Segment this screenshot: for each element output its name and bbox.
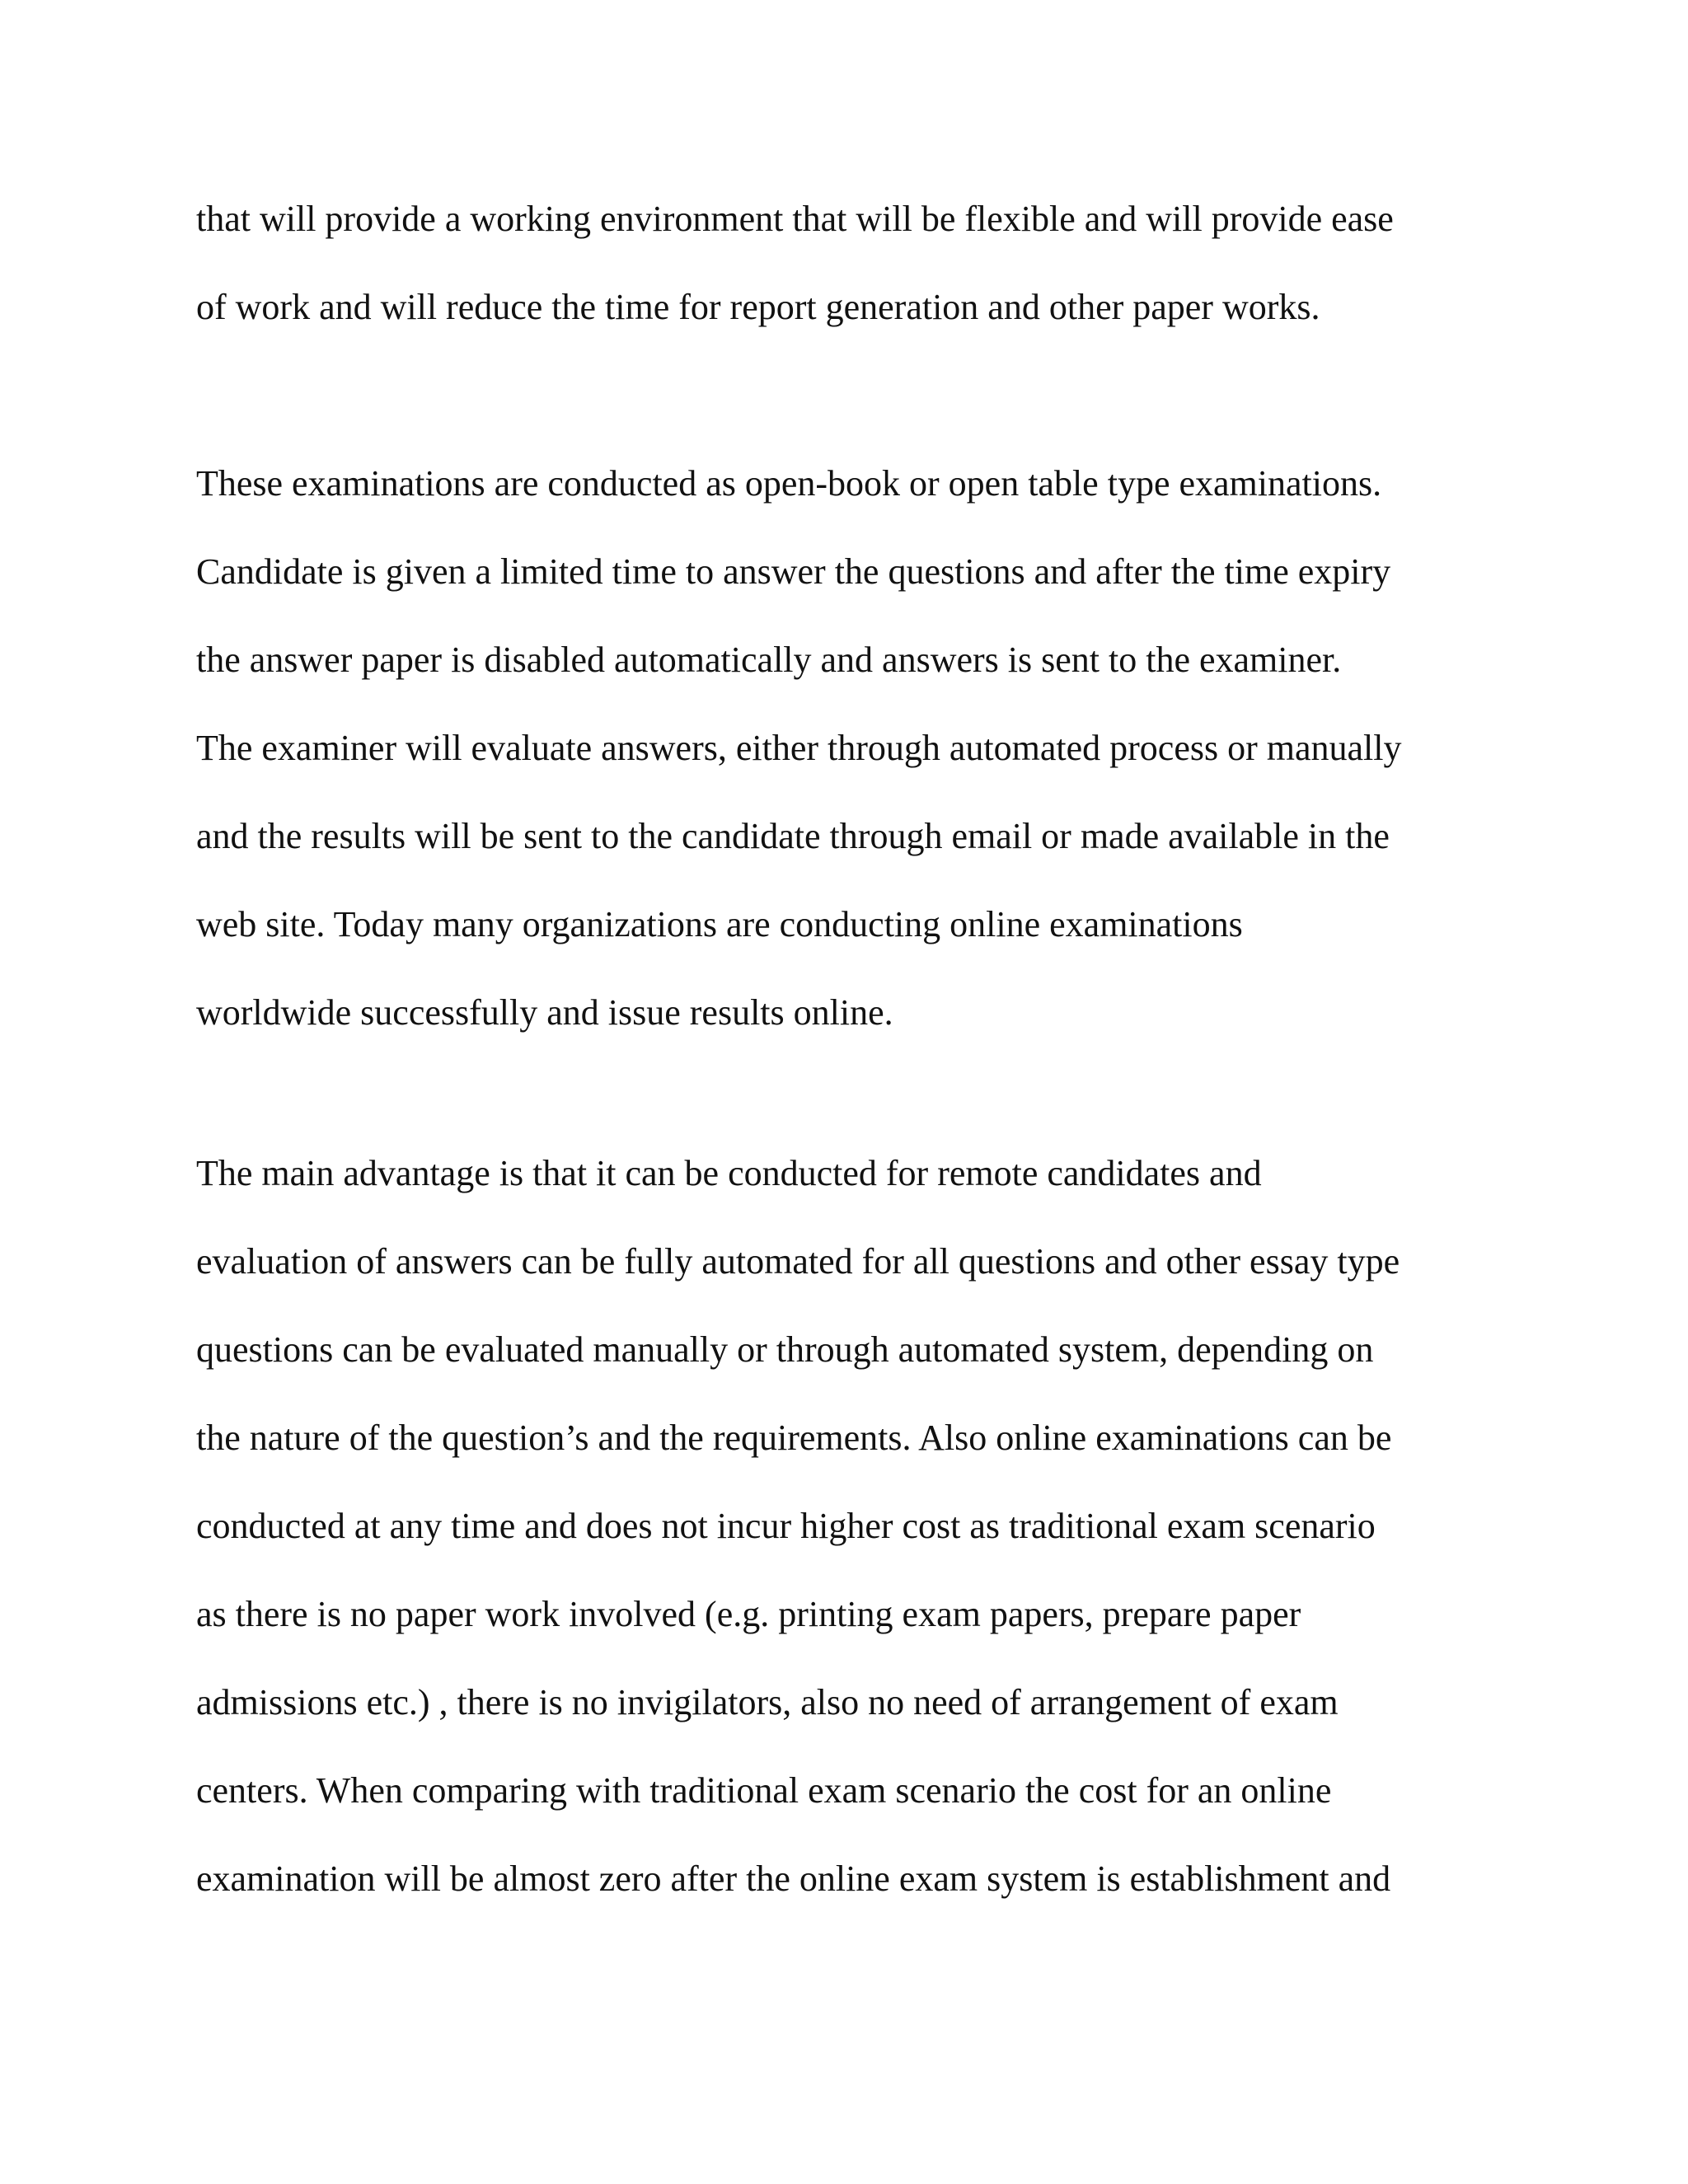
text-line: questions can be evaluated manually or through automated system, depending on: [196, 1329, 1374, 1370]
text-line: examination will be almost zero after the online exam system is establishment and: [196, 1858, 1391, 1899]
text-line: evaluation of answers can be fully automated for all questions and other essay type: [196, 1241, 1400, 1282]
text-line: as there is no paper work involved (e.g. printing exam papers, prepare paper: [196, 1594, 1301, 1634]
text-line: that will provide a working environment that will be flexible and will provide ease: [196, 199, 1394, 239]
text-line: conducted at any time and does not incur higher cost as traditional exam scenario: [196, 1506, 1376, 1546]
text-line: worldwide successfully and issue results online.: [196, 992, 893, 1033]
text-line: web site. Today many organizations are conducting online examinations: [196, 904, 1243, 944]
text-line: Candidate is given a limited time to answer the questions and after the time expiry: [196, 551, 1391, 592]
text-line: centers. When comparing with traditional exam scenario the cost for an online: [196, 1770, 1332, 1811]
text-line: The examiner will evaluate answers, either through automated process or manually: [196, 728, 1402, 768]
text-line: These examinations are conducted as open-book or open table type examinations.: [196, 463, 1382, 504]
text-line: admissions etc.) , there is no invigilators, also no need of arrangement of exam: [196, 1682, 1339, 1722]
text-line: The main advantage is that it can be conducted for remote candidates and: [196, 1153, 1262, 1193]
text-line: of work and will reduce the time for report generation and other paper works.: [196, 287, 1320, 327]
text-line: the nature of the question’s and the requirements. Also online examinations can be: [196, 1418, 1392, 1458]
text-line: and the results will be sent to the candidate through email or made available in the: [196, 816, 1390, 856]
text-line: the answer paper is disabled automatically and answers is sent to the examiner.: [196, 640, 1342, 680]
